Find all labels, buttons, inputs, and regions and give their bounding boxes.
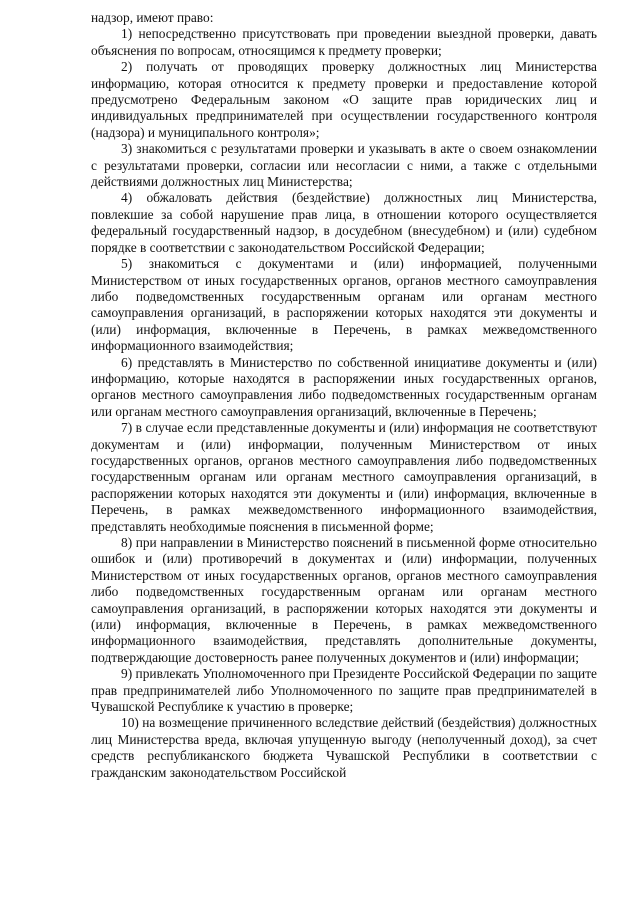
intro-paragraph: надзор, имеют право: <box>91 10 214 25</box>
list-item-7: 7) в случае если представленные документы и (или) информация не соответствуют документам и (или) информации, полученным Министерством от иных государственных органов, органов местного самоуправления либо подведомственных государственным органам или органам местного самоуправления организаций, в распоряжении которых находятся эти документы и (или) информация, включенные в Перечень, в рамках межведомственного информационного взаимодействия, представлять необходимые пояснения в письменной форме; <box>91 420 597 534</box>
list-item-8: 8) при направлении в Министерство пояснений в письменной форме относительно ошибок и (или) противоречий в документах и (или) информации, полученных Министерством от иных государственных органов, органов местного самоуправления либо подведомственных государственным органам или органам местного самоуправления организаций, в распоряжении которых находятся эти документы и (или) информация, включенные в Перечень, в рамках межведомственного информационного взаимодействия, представлять дополнительные документы, подтверждающие достоверность ранее полученных документов и (или) информации; <box>91 535 597 665</box>
document-page <box>91 10 597 781</box>
list-item-9: 9) привлекать Уполномоченного при Президенте Российской Федерации по защите прав предпринимателей либо Уполномоченного по защите прав предпринимателей в Чувашской Республике к участию в проверке; <box>91 666 597 715</box>
list-item-5: 5) знакомиться с документами и (или) информацией, полученными Министерством от иных государственных органов, органов местного самоуправления либо подведомственных государственным органам или органам местного самоуправления организаций, в распоряжении которых находятся эти документы и (или) информация, включенные в Перечень, в рамках межведомственного информационного взаимодействия; <box>91 256 597 354</box>
list-item-4: 4) обжаловать действия (бездействие) должностных лиц Министерства, повлекшие за собой нарушение прав лица, в отношении которого осуществляется федеральный государственный надзор, в досудебном (внесудебном) и (или) судебном порядке в соответствии с законодательством Российской Федерации; <box>91 190 597 255</box>
list-item-10: 10) на возмещение причиненного вследствие действий (бездействия) должностных лиц Министерства вреда, включая упущенную выгоду (неполученный доход), за счет средств республиканского бюджета Чувашской Республики в соответствии с гражданским законодательством Российской <box>91 715 597 780</box>
list-item-3: 3) знакомиться с результатами проверки и указывать в акте о своем ознакомлении с результатами проверки, согласии или несогласии с ними, а также с отдельными действиями должностных лиц Министерства; <box>91 141 597 190</box>
list-item-6: 6) представлять в Министерство по собственной инициативе документы и (или) информацию, которые находятся в распоряжении иных государственных органов, органов местного самоуправления либо подведомственных государственным органам или органам местного самоуправления организаций, включенные в Перечень; <box>91 354 597 419</box>
list-item-2: 2) получать от проводящих проверку должностных лиц Министерства информацию, которая относится к предмету проверки и предоставление которой предусмотрено Федеральным законом «О защите прав юридических лиц и индивидуальных предпринимателей при осуществлении государственного контроля (надзора) и муниципального контроля»; <box>91 59 597 140</box>
list-item-1: 1) непосредственно присутствовать при проведении выездной проверки, давать объяснения по вопросам, относящимся к предмету проверки; <box>91 26 597 58</box>
